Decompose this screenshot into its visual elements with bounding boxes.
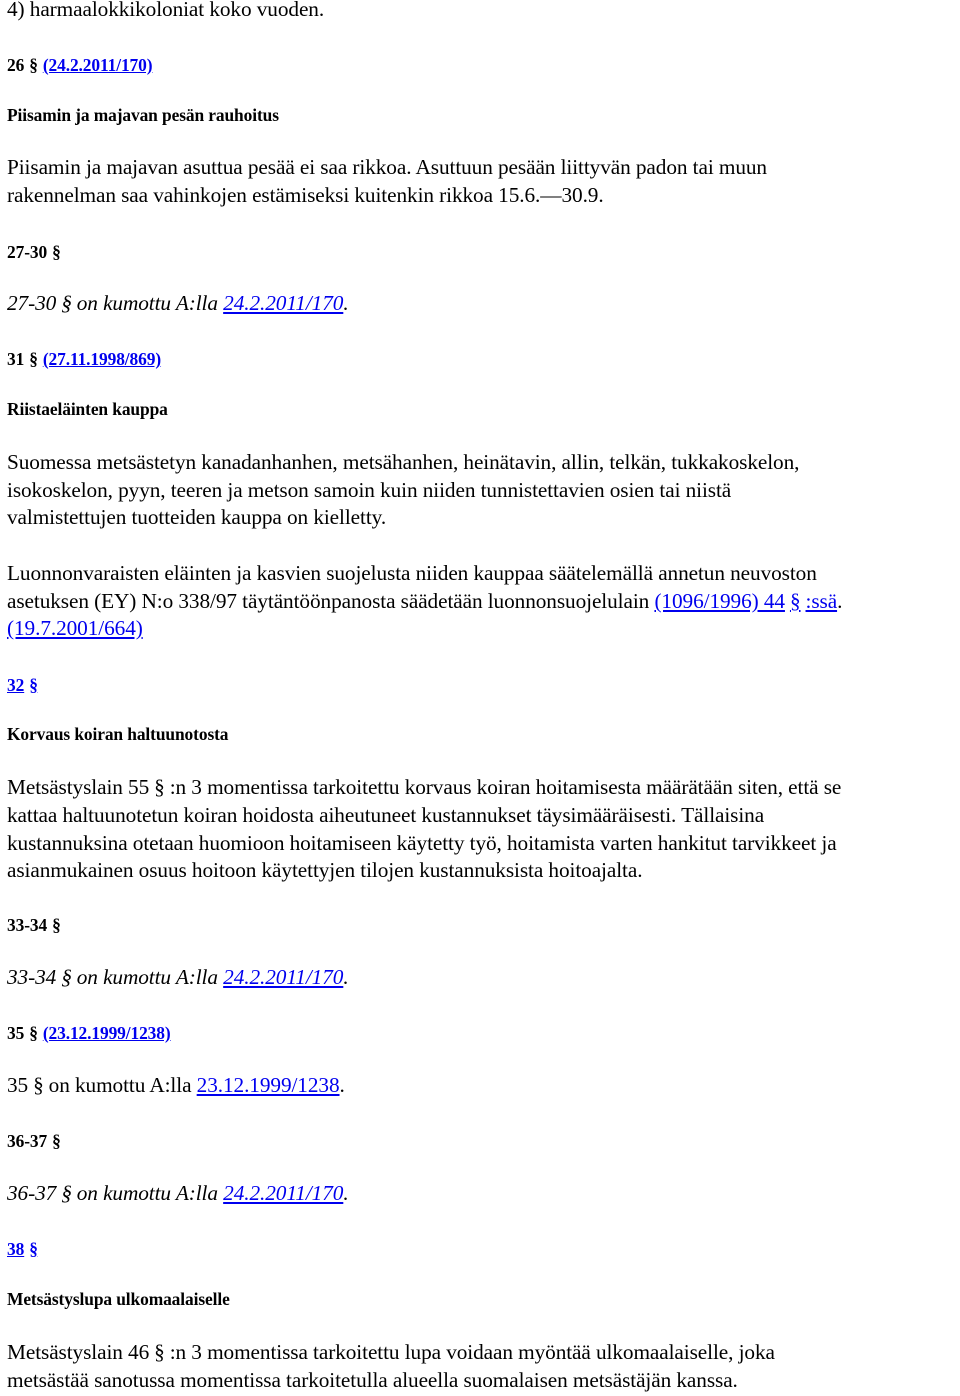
text: 27-30 xyxy=(7,291,57,315)
repeal-link[interactable]: 24.2.2011/170 xyxy=(223,965,344,989)
section-31-title xyxy=(7,398,956,420)
repeal-link[interactable]: 23.12.1999/1238 xyxy=(196,1073,340,1097)
section-sign: § xyxy=(52,1131,61,1151)
text: metsästää sanotussa momentissa tarkoitetulla alueella suomalaisen metsästäjän kanssa. xyxy=(7,1368,738,1392)
text: 35 xyxy=(7,1073,29,1097)
section-number: 27-30 xyxy=(7,242,48,262)
section-32-heading xyxy=(7,674,956,696)
section-38-paragraph-line-1 xyxy=(7,1339,956,1367)
section-sign: § xyxy=(789,589,801,613)
section-number: 33-34 xyxy=(7,915,48,935)
section-32-paragraph-line-3 xyxy=(7,830,956,858)
section-sign: § xyxy=(29,349,38,369)
section-38-link[interactable] xyxy=(7,1239,43,1259)
text: on kumottu A:lla xyxy=(48,1073,192,1097)
section-26-paragraph-line-1 xyxy=(7,154,956,182)
text: on kumottu A:lla xyxy=(76,965,218,989)
text: rakennelman saa vahinkojen estämiseksi kuitenkin rikkoa 15.6.—30.9. xyxy=(7,183,604,207)
section-36-37-repeal-note xyxy=(7,1180,956,1208)
section-number: 26 xyxy=(7,55,25,75)
section-32-paragraph-line-4 xyxy=(7,857,956,885)
section-number: 38 xyxy=(7,1239,25,1259)
law-reference-link[interactable]: (1096/1996) 44 § :ssä xyxy=(654,589,838,613)
repeal-link[interactable]: 24.2.2011/170 xyxy=(223,1181,344,1205)
section-sign: § xyxy=(61,1181,72,1205)
section-33-34-repeal-note xyxy=(7,964,956,992)
text: 36-37 xyxy=(7,1181,57,1205)
section-31-paragraph-1-line-2 xyxy=(7,477,956,505)
text: . xyxy=(343,291,349,315)
text: . xyxy=(343,1181,349,1205)
text: isokoskelon, pyyn, teeren ja metson samoin kuin niiden tunnistettavien osien tai niistä xyxy=(7,478,732,502)
text: :n 3 momentissa tarkoitettu lupa voidaan myöntää ulkomaalaiselle, joka xyxy=(169,1340,775,1364)
section-number: 35 xyxy=(7,1023,25,1043)
section-sign: § xyxy=(52,242,61,262)
text: 4) harmaalokkikoloniat koko vuoden. xyxy=(7,0,325,21)
section-sign: § xyxy=(29,1023,38,1043)
section-35-heading xyxy=(7,1022,956,1044)
list-item-4 xyxy=(7,0,956,24)
text: kustannuksina otetaan huomioon hoitamiseen käytetty työ, hoitamista varten hankitut tarvikkeet ja xyxy=(7,831,837,855)
text: 33-34 xyxy=(7,965,57,989)
section-title: Piisamin ja majavan pesän rauhoitus xyxy=(7,105,279,125)
text: :n 3 momentissa tarkoitettu korvaus koiran hoitamisesta määrätään siten, että se xyxy=(169,775,842,799)
section-35-repeal-note xyxy=(7,1072,956,1100)
section-33-34-heading xyxy=(7,914,956,936)
section-31-paragraph-2-line-3 xyxy=(7,615,956,643)
section-38-title xyxy=(7,1288,956,1310)
text: . xyxy=(339,1073,345,1097)
section-number: 31 xyxy=(7,349,25,369)
section-sign: § xyxy=(33,1073,44,1097)
section-sign: § xyxy=(29,675,38,695)
amendment-link[interactable]: (23.12.1999/1238) xyxy=(42,1023,171,1043)
text: Metsästyslain 46 xyxy=(7,1340,150,1364)
section-38-paragraph-line-2 xyxy=(7,1367,956,1395)
section-31-paragraph-1-line-1 xyxy=(7,449,956,477)
section-sign: § xyxy=(29,1239,38,1259)
text: . xyxy=(343,965,349,989)
section-31-paragraph-2-line-1 xyxy=(7,560,956,588)
amendment-link[interactable]: (19.7.2001/664) xyxy=(7,616,143,640)
text: Piisamin ja majavan asuttua pesää ei saa rikkoa. Asuttuun pesään liittyvän padon tai muun xyxy=(7,155,767,179)
amendment-link[interactable]: (27.11.1998/869) xyxy=(42,349,162,369)
section-title: Riistaeläinten kauppa xyxy=(7,399,168,419)
section-27-30-heading xyxy=(7,241,956,263)
section-26-paragraph-line-2 xyxy=(7,182,956,210)
section-sign: § xyxy=(29,55,38,75)
section-38-heading xyxy=(7,1238,956,1260)
section-31-paragraph-1-line-3 xyxy=(7,504,956,532)
section-32-paragraph-line-2 xyxy=(7,802,956,830)
section-sign: § xyxy=(154,1340,165,1364)
section-sign: § xyxy=(154,775,165,799)
section-sign: § xyxy=(61,291,72,315)
section-title: Korvaus koiran haltuunotosta xyxy=(7,724,229,744)
section-sign: § xyxy=(61,965,72,989)
amendment-link[interactable]: (24.2.2011/170) xyxy=(42,55,153,75)
text: kattaa haltuunotetun koiran hoidosta aiheutuneet kustannukset täysimääräisesti. Tällaisina xyxy=(7,803,765,827)
text: Metsästyslain 55 xyxy=(7,775,150,799)
text: asetuksen (EY) N:o 338/97 täytäntöönpanosta säädetään luonnonsuojelulain xyxy=(7,589,650,613)
text: . xyxy=(837,589,843,613)
section-32-title xyxy=(7,723,956,745)
text: asianmukainen osuus hoitoon käytettyjen tilojen kustannuksista hoitoajalta. xyxy=(7,858,643,882)
section-32-link[interactable] xyxy=(7,675,43,695)
text: Suomessa metsästetyn kanadanhanhen, metsähanhen, heinätavin, allin, telkän, tukkakoskelon, xyxy=(7,450,800,474)
text: Luonnonvaraisten eläinten ja kasvien suojelusta niiden kauppaa säätelemällä annetun neuvoston xyxy=(7,561,817,585)
section-number: 36-37 xyxy=(7,1131,48,1151)
section-26-heading xyxy=(7,54,956,76)
text: valmistettujen tuotteiden kauppa on kielletty. xyxy=(7,505,387,529)
section-title: Metsästyslupa ulkomaalaiselle xyxy=(7,1289,230,1309)
text: on kumottu A:lla xyxy=(76,1181,218,1205)
section-27-30-repeal-note xyxy=(7,290,956,318)
section-31-heading xyxy=(7,348,956,370)
section-36-37-heading xyxy=(7,1130,956,1152)
repeal-link[interactable]: 24.2.2011/170 xyxy=(223,291,344,315)
text: on kumottu A:lla xyxy=(76,291,218,315)
section-31-paragraph-2-line-2 xyxy=(7,588,956,616)
section-32-paragraph-line-1 xyxy=(7,774,956,802)
section-number: 32 xyxy=(7,675,25,695)
section-sign: § xyxy=(52,915,61,935)
section-26-title xyxy=(7,104,956,126)
